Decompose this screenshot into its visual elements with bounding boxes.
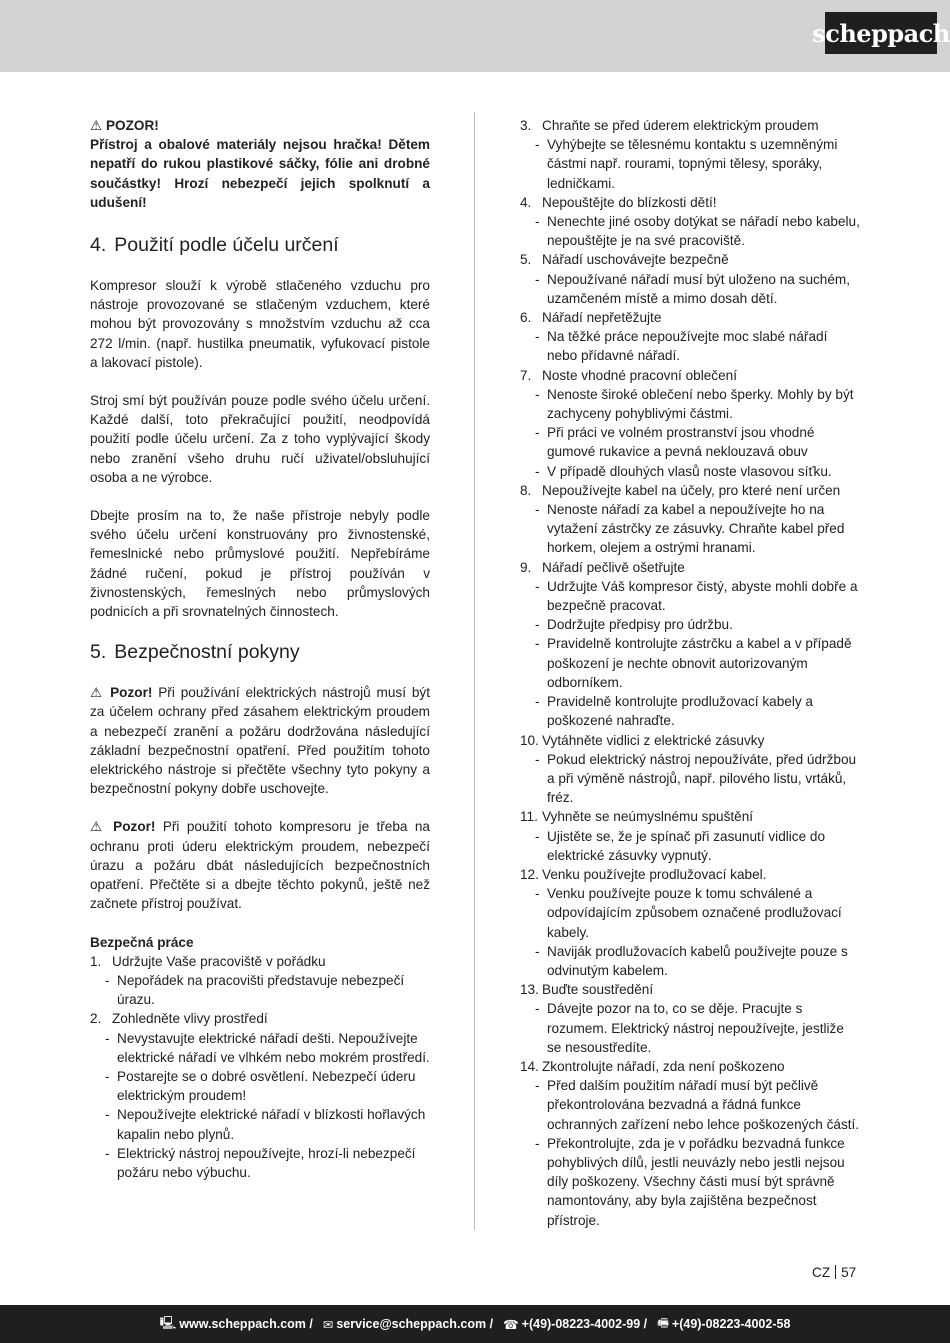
page-number [812, 1265, 856, 1280]
safety-warning-paragraph [90, 817, 430, 913]
sub-list-item: - Dávejte pozor na to, co se děje. Pracujte s rozumem. Elektrický nástroj nepoužívejte, jestliže se nesoustředíte. [520, 999, 860, 1057]
list-item-head [520, 116, 860, 135]
section-5-title: Bezpečnostní pokyny [114, 641, 300, 664]
list-item-number: 11. [520, 809, 538, 825]
sub-list-item: - Pokud elektrický nástroj nepoužíváte, před údržbou a při výměně nástrojů, např. pilového listu, vrtáků, fréz. [520, 750, 860, 808]
list-item-head [520, 980, 860, 999]
list-item-head [520, 807, 860, 826]
section-4-number: 4. [90, 234, 107, 257]
list-item-head [520, 250, 860, 269]
list-item-number: 8. [520, 482, 532, 498]
sub-list-item: - Nenoste nářadí za kabel a nepoužívejte ho na vytažení zástrčky ze zásuvky. Chraňte kabel před horkem, olejem a ostrými hranami. [520, 500, 860, 558]
page-number-value: 57 [841, 1265, 857, 1280]
sub-list-item: - Překontrolujte, zda je v pořádku bezvadná funkce pohyblivých dílů, jestli neuvázly nebo jestli nejsou díly poškozeny. Všechny části musí být správně namontovány, aby byla zajištěna bezpečnost přístroje. [520, 1134, 860, 1230]
sub-list [520, 270, 860, 308]
list-item-title: Buďte soustředění [542, 982, 654, 998]
brand-logo [812, 12, 950, 54]
footer-website[interactable]: www.scheppach.com / [179, 1317, 313, 1331]
list-item-title: Nepoužívejte kabel na účely, pro které není určen [542, 482, 841, 498]
sub-list [90, 971, 430, 1009]
fax-icon: 🖷 [657, 1315, 669, 1330]
footer-fax: +(49)-08223-4002-58 [671, 1317, 791, 1331]
sub-list-item: - Při práci ve volném prostranství jsou vhodné gumové rukavice a pevná neklouzavá obuv [520, 423, 860, 461]
list-item-number: 4. [520, 194, 532, 210]
sub-list [520, 327, 860, 365]
sub-list [520, 1076, 860, 1230]
list-item-number: 3. [520, 118, 532, 133]
list-item-head [520, 558, 860, 577]
list-item-title: Vyhněte se neúmyslnému spuštění [542, 809, 754, 825]
list-item-number: 14. [520, 1058, 539, 1074]
sub-list-item: - Nepoužívané nářadí musí být uloženo na suchém, uzamčeném místě a mimo dosah dětí. [520, 270, 860, 308]
phone-icon: ☎ [503, 1317, 519, 1332]
sub-list-item: - Nepoužívejte elektrické nářadí v blízkosti hořlavých kapalin nebo plynů. [90, 1105, 430, 1143]
right-column [520, 116, 860, 1230]
list-item-number: 9. [520, 559, 532, 575]
section-5-number: 5. [90, 641, 107, 664]
list-item-number: 12. [520, 866, 539, 882]
sub-list [520, 500, 860, 558]
safety-warning-label: ⚠ Pozor! [90, 819, 156, 835]
list-item-title: Zohledněte vlivy prostředí [112, 1011, 268, 1027]
sub-list-item: - Elektrický nástroj nepoužívejte, hrozí-li nebezpečí požáru nebo výbuchu. [90, 1144, 430, 1182]
list-item-number: 7. [520, 367, 532, 383]
list-item-title: Nářadí pečlivě ošetřujte [542, 559, 685, 575]
list-item [520, 193, 860, 251]
list-item-title: Noste vhodné pracovní oblečení [542, 367, 737, 383]
section-4-heading [90, 233, 430, 257]
sub-list [520, 750, 860, 808]
list-item-head [90, 952, 430, 971]
sub-list-item: - V případě dlouhých vlasů noste vlasovou síťku. [520, 462, 860, 481]
sub-list-item: - Pravidelně kontrolujte zástrčku a kabel a v případě poškození je nechte obnovit autorizovaným odborníkem. [520, 634, 860, 692]
email-icon: ✉ [322, 1317, 334, 1332]
footer-band [0, 1305, 950, 1343]
section-4-title: Použití podle účelu určení [114, 234, 339, 257]
list-item-head [520, 308, 860, 327]
safety-warning-text: Při použití tohoto kompresoru je třeba na ochranu proti úderu elektrickým proudem, nebezpečí úrazu a požáru dbát následujících bezpečnostních opatření. Přečtěte si a dbejte těchto pokynů, ještě než začnete přístroj používat. [90, 819, 430, 912]
list-item-head [520, 731, 860, 750]
sub-list [520, 884, 860, 980]
list-item [520, 308, 860, 366]
warning-title: ⚠ POZOR! [90, 118, 159, 133]
computer-icon: 🖳 [159, 1315, 177, 1330]
list-item-title: Nářadí uschovávejte bezpečně [542, 252, 729, 268]
list-item-title: Chraňte se před úderem elektrickým proudem [542, 118, 819, 133]
safety-warning-paragraph [90, 683, 430, 798]
list-item [520, 1057, 860, 1230]
section-4-paragraph: Kompresor slouží k výrobě stlačeného vzduchu pro nástroje provozované se stlačeným vzduchem, které mohou být provozovány s množstvím vzduchu až cca 272 l/min. (např. hustilka pneumatik, vyfukovací pistole a lakovací pistole). [90, 278, 430, 370]
sub-list [520, 385, 860, 481]
safety-list-left [90, 952, 430, 1182]
list-item-title: Nářadí nepřetěžujte [542, 310, 662, 326]
sub-list-item: - Naviják prodlužovacích kabelů používejte pouze s odvinutým kabelem. [520, 942, 860, 980]
list-item [520, 250, 860, 308]
list-item [90, 952, 430, 1010]
sub-list-item: - Na těžké práce nepoužívejte moc slabé nářadí nebo přídavné nářadí. [520, 327, 860, 365]
footer-email[interactable]: service@scheppach.com / [336, 1317, 494, 1331]
list-item-number: 1. [90, 953, 102, 969]
list-item-title: Vytáhněte vidlici z elektrické zásuvky [542, 732, 765, 748]
sub-list-item: - Postarejte se o dobré osvětlení. Nebezpečí úderu elektrickým proudem! [90, 1067, 430, 1105]
section-5-heading [90, 640, 430, 664]
list-item-head [520, 366, 860, 385]
list-item [520, 980, 860, 1057]
brand-logo-text: scheppach [812, 18, 950, 48]
header-band [0, 0, 950, 72]
list-item-head [520, 1057, 860, 1076]
list-item-number: 10. [520, 732, 539, 748]
list-item-head [90, 1009, 430, 1028]
list-item [520, 731, 860, 808]
sub-list-item: - Před dalším použitím nářadí musí být pečlivě překontrolována bezvadná a řádná funkce ochranných zařízení nebo lehce poškozených částí. [520, 1076, 860, 1134]
list-item [520, 481, 860, 558]
sub-list-item: - Venku používejte pouze k tomu schválené a odpovídajícím způsobem označené prodlužovací kabely. [520, 884, 860, 942]
list-item-title: Zkontrolujte nářadí, zda není poškozeno [542, 1058, 785, 1074]
list-item-title: Venku používejte prodlužovací kabel. [542, 866, 767, 882]
list-item [520, 865, 860, 980]
sub-list [520, 577, 860, 731]
list-item [90, 1009, 430, 1182]
sub-list-item: - Udržujte Váš kompresor čistý, abyste mohli dobře a bezpečně pracovat. [520, 577, 860, 615]
sub-list [520, 827, 860, 865]
sub-list [520, 135, 860, 193]
sub-list [90, 1029, 430, 1183]
list-item-number: 2. [90, 1011, 102, 1027]
sub-list-item: - Nevystavujte elektrické nářadí dešti. Nepoužívejte elektrické nářadí ve vlhkém nebo mokrém prostředí. [90, 1029, 430, 1067]
safe-work-heading: Bezpečná práce [90, 934, 194, 950]
section-4-paragraph: Stroj smí být používán pouze podle svého účelu určení. Každé další, toto překračující použití, neodpovídá použití podle účelu určení. Za z toho vyplývající škody nebo zranění všeho druhu ručí uživatel/obsluhující osoba a ne výrobce. [90, 393, 430, 485]
sub-list-item: - Dodržujte předpisy pro údržbu. [520, 615, 860, 634]
safety-list-right [520, 116, 860, 1230]
list-item-head [520, 193, 860, 212]
list-item [520, 558, 860, 731]
sub-list [520, 212, 860, 250]
list-item-number: 6. [520, 310, 532, 326]
list-item [520, 366, 860, 481]
sub-list-item: - Nenechte jiné osoby dotýkat se nářadí nebo kabelu, nepouštějte je na své pracoviště. [520, 212, 860, 250]
sub-list-item: - Pravidelně kontrolujte prodlužovací kabely a poškozené nahraďte. [520, 692, 860, 730]
page-number-separator [835, 1265, 836, 1279]
left-column [90, 116, 430, 1182]
list-item-title: Nepouštějte do blízkosti dětí! [542, 194, 717, 210]
list-item-title: Udržujte Vaše pracoviště v pořádku [112, 953, 326, 969]
warning-text: Přístroj a obalové materiály nejsou hračka! Dětem nepatří do rukou plastikové sáčky, fólie ani drobné součástky! Hrozí nebezpečí jejich spolknutí a udušení! [90, 137, 430, 210]
list-item [520, 807, 860, 865]
column-divider [474, 112, 475, 1230]
safety-warning-text: Při používání elektrických nástrojů musí být za účelem ochrany před zásahem elektrickým proudem a nebezpečí zranění a požáru dodržována následující základní bezpečnostní opatření. Před použitím tohoto elektrického nástroje si přečtěte všechny tyto pokyny a bezpečnostní pokyny dobře uschovejte. [90, 685, 430, 797]
list-item-head [520, 865, 860, 884]
sub-list-item: - Nepořádek na pracovišti představuje nebezpečí úrazu. [90, 971, 430, 1009]
list-item-number: 13. [520, 982, 539, 998]
footer-phone: +(49)-08223-4002-99 / [521, 1317, 648, 1331]
sub-list-item: - Nenoste široké oblečení nebo šperky. Mohly by být zachyceny pohyblivými částmi. [520, 385, 860, 423]
sub-list-item: - Vyhýbejte se tělesnému kontaktu s uzemněnými částmi např. rourami, topnými tělesy, sporáky, ledničkami. [520, 135, 860, 193]
sub-list-item: - Ujistěte se, že je spínač při zasunutí vidlice do elektrické zásuvky vypnutý. [520, 827, 860, 865]
sub-list [520, 999, 860, 1057]
page-lang: CZ [812, 1265, 831, 1280]
list-item-head [520, 481, 860, 500]
safety-warning-label: ⚠ Pozor! [90, 685, 153, 701]
list-item-number: 5. [520, 252, 532, 268]
section-4-paragraph: Dbejte prosím na to, že naše přístroje nebyly podle svého účelu určení konstruovány pro živnostenské, řemeslnické nebo průmyslové použití. Nepřebíráme žádné ručení, pokud je přístroj používán v živnostenských, řemeslných nebo průmyslových podnicích a při srovnatelných činnostech. [90, 508, 430, 620]
list-item [520, 116, 860, 193]
